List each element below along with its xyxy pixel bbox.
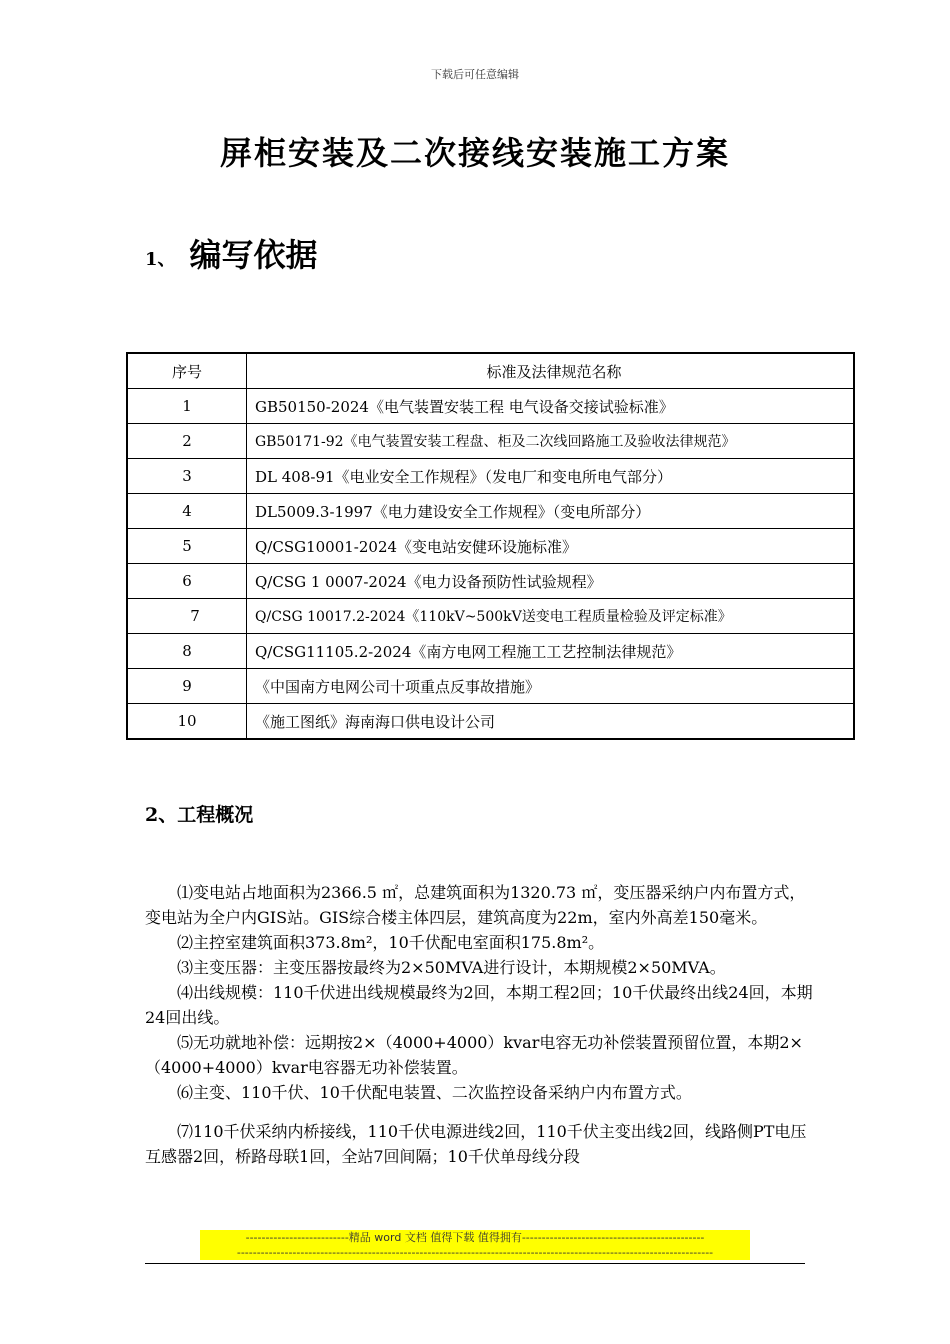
row-index: 3 [127,459,247,494]
column-header-index: 序号 [127,353,247,389]
section-number: 1、 [145,248,176,270]
row-index: 10 [127,704,247,740]
paragraph: ⑷出线规模：110千伏进出线规模最终为2回，本期工程2回；10千伏最终出线24回，本期24回出线。 [145,983,813,1027]
row-standard: Q/CSG 10017.2-2024《110kV~500kV送变电工程质量检验及评定标准》 [247,599,855,634]
row-index: 8 [127,634,247,669]
table-row [127,704,854,740]
page-title: 屏柜安装及二次接线安装施工方案 [219,134,730,172]
row-standard: 《中国南方电网公司十项重点反事故措施》 [247,669,855,704]
row-standard: DL 408-91《电业安全工作规程》（发电厂和变电所电气部分） [247,459,855,494]
project-overview [145,880,815,1169]
row-standard: DL5009.3-1997《电力建设安全工作规程》（变电所部分） [247,494,855,529]
row-standard: 《施工图纸》海南海口供电设计公司 [247,704,855,740]
row-standard: Q/CSG10001-2024《变电站安健环设施标准》 [247,529,855,564]
paragraph: ⑴变电站占地面积为2366.5 ㎡，总建筑面积为1320.73 ㎡，变压器采纳户内布置方式，变电站为全户内GIS站。GIS综合楼主体四层，建筑高度为22m，室内外高差150毫米。 [145,883,806,927]
row-standard: GB50150-2024《电气装置安装工程 电气设备交接试验标准》 [247,389,855,424]
row-index: 6 [127,564,247,599]
row-index: 5 [127,529,247,564]
row-index: 2 [127,424,247,459]
table-row [127,494,854,529]
paragraph: ⑸无功就地补偿：远期按2×（4000+4000）kvar电容无功补偿装置预留位置，本期2×（4000+4000）kvar电容器无功补偿装置。 [145,1033,803,1077]
table-row [127,669,854,704]
section-heading-2: 2、工程概况 [145,804,254,826]
row-standard: Q/CSG 1 0007-2024《电力设备预防性试验规程》 [247,564,855,599]
paragraph: ⑶主变压器：主变压器按最终为2×50MVA进行设计，本期规模2×50MVA。 [177,958,726,977]
header-note: 下载后可任意编辑 [431,68,519,81]
footer-line-1: --------------------------精品 word 文档 值得下载 值得拥有---------------------------------------------- [245,1231,705,1244]
table-row [127,459,854,494]
row-index: 9 [127,669,247,704]
footer-banner [200,1230,750,1260]
paragraph: ⑵主控室建筑面积373.8m²，10千伏配电室面积175.8m²。 [177,933,605,952]
table-header-row [127,353,854,389]
row-index: 1 [127,389,247,424]
standards-table [126,352,855,740]
paragraph: ⑺110千伏采纳内桥接线，110千伏电源进线2回，110千伏主变出线2回，线路侧PT电压互感器2回，桥路母联1回，全站7回间隔；10千伏单母线分段 [145,1122,807,1166]
section-title: 编写依据 [189,236,318,274]
table-row [127,599,854,634]
row-index: 4 [127,494,247,529]
footer-divider [145,1263,805,1264]
row-standard: GB50171-92《电气装置安装工程盘、柜及二次线回路施工及验收法律规范》 [247,424,855,459]
column-header-name: 标准及法律规范名称 [247,353,855,389]
table-row [127,564,854,599]
section-heading-1 [145,230,318,276]
row-index: 7 [127,599,247,634]
footer-line-2: ------------------------------------------------------------------------------------------------------------------------ [236,1246,714,1259]
table-row [127,634,854,669]
paragraph: ⑹主变、110千伏、10千伏配电装置、二次监控设备采纳户内布置方式。 [177,1083,692,1102]
table-row [127,529,854,564]
row-standard: Q/CSG11105.2-2024《南方电网工程施工工艺控制法律规范》 [247,634,855,669]
table-row [127,424,854,459]
table-row [127,389,854,424]
